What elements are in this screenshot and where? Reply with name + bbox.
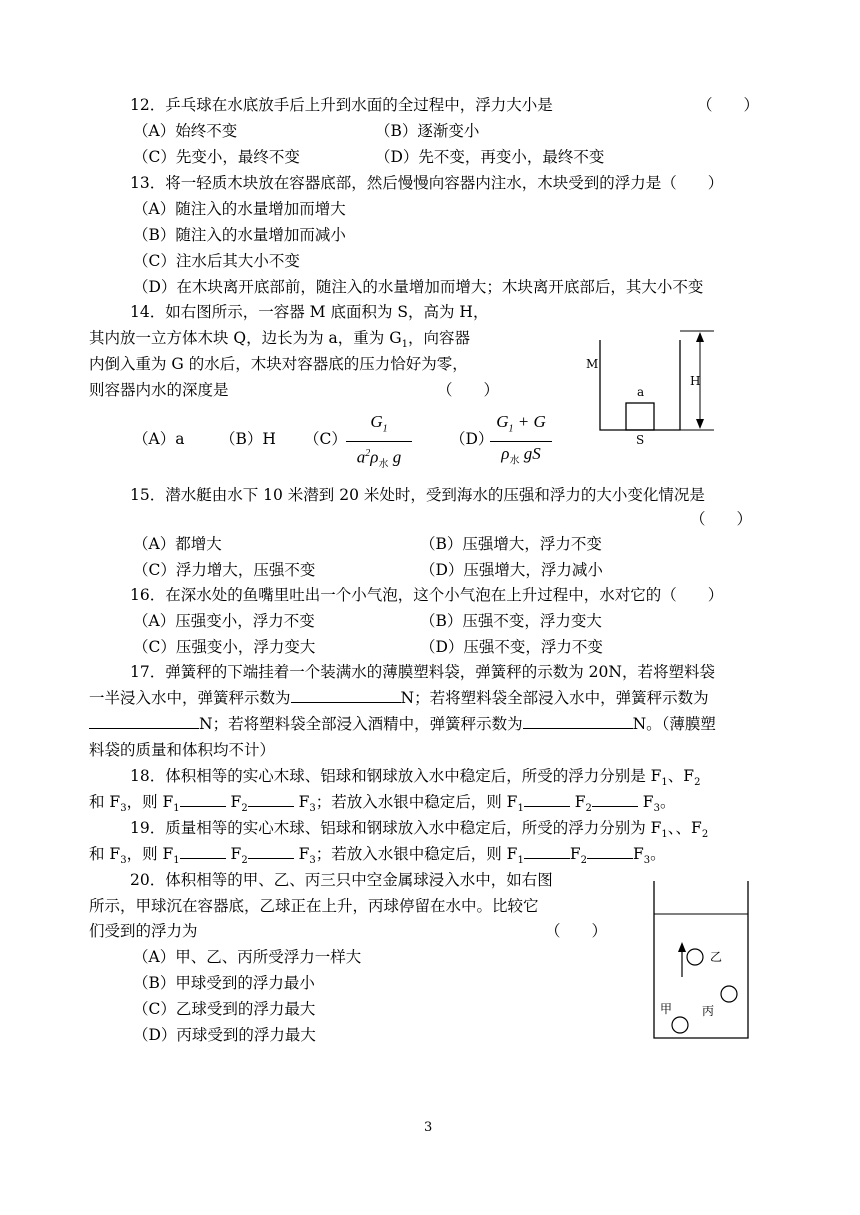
q16-option-d: （D）压强不变，浮力不变 — [420, 638, 603, 656]
q14-line-3: 内倒入重为 G 的水后，木块对容器底的压力恰好为零， — [89, 355, 468, 373]
q20-option-b: （B）甲球受到的浮力最小 — [133, 974, 315, 992]
q20-option-c: （C）乙球受到的浮力最大 — [133, 1000, 316, 1018]
q14-line-1: 14．如右图所示，一容器 M 底面积为 S，高为 H， — [130, 303, 489, 321]
q16-option-c: （C）压强变小，浮力变大 — [133, 638, 316, 656]
q14-option-c-fraction: $G_1$ $a^2\rho_水$ g — [346, 412, 412, 475]
q14-container-figure — [580, 322, 720, 448]
q15-answer-bracket: （ ） — [690, 510, 753, 528]
q14-option-d-fraction: $G_1 + G$ $\rho_水$ gS — [490, 412, 552, 472]
q14-option-b: （B）H — [220, 430, 276, 448]
rising-arrow-head — [678, 942, 686, 952]
q19-blank-1[interactable] — [180, 844, 226, 859]
q18-line-2: 和 $F_3$，则 $F_1$ $F_2$ $F_3$；若放入水银中稳定后，则 $F_1$ $F_2$ $F_3$。 — [89, 793, 676, 815]
q13-option-b: （B）随注入的水量增加而减小 — [133, 226, 346, 244]
q19-blank-4[interactable] — [587, 844, 633, 859]
q20-option-a: （A）甲、乙、丙所受浮力一样大 — [133, 948, 362, 966]
fig-label-bing: 丙 — [702, 1004, 715, 1018]
q15-option-a: （A）都增大 — [133, 535, 222, 553]
fig-label-s: S — [636, 433, 645, 447]
page-number: 3 — [424, 1120, 433, 1135]
q16-option-b: （B）压强不变，浮力变大 — [420, 612, 602, 630]
q18-line-1: 18．体积相等的实心木球、铝球和钢球放入水中稳定后，所受的浮力分别是 $F_1$、$F_2$ — [130, 767, 701, 789]
q18-blank-3[interactable] — [524, 792, 570, 807]
q19-blank-3[interactable] — [524, 844, 570, 859]
wood-block — [626, 403, 654, 430]
q14-option-d-label: （D） — [450, 430, 494, 448]
q19-line-2: 和 $F_3$，则 $F_1$ $F_2$ $F_3$；若放入水银中稳定后，则 $F_1$ $F_2$ $F_3$。 — [89, 845, 666, 867]
q14-answer-bracket: （ ） — [437, 381, 500, 399]
fig-label-m: M — [586, 357, 599, 371]
q17-blank-3[interactable] — [523, 714, 633, 729]
q13-option-a: （A）随注入的水量增加而增大 — [133, 200, 346, 218]
q20-beaker-figure — [650, 880, 752, 1040]
height-arrow-down — [696, 419, 704, 429]
q17-line-4: 料袋的质量和体积均不计） — [89, 741, 276, 759]
q17-line-3: N；若将塑料袋全部浸入酒精中，弹簧秤示数为 N。（薄膜塑 — [89, 714, 716, 734]
ball-bing — [721, 986, 737, 1002]
q15-option-b: （B）压强增大，浮力不变 — [420, 535, 602, 553]
q20-line-3: 们受到的浮力为 — [89, 922, 198, 940]
q15-option-c: （C）浮力增大，压强不变 — [133, 561, 316, 579]
q18-blank-4[interactable] — [592, 792, 638, 807]
q12-option-b: （B）逐渐变小 — [375, 122, 480, 140]
fig-label-a: a — [637, 385, 645, 399]
q19-blank-2[interactable] — [248, 844, 294, 859]
q12-option-a: （A）始终不变 — [133, 122, 238, 140]
height-arrow-up — [696, 332, 704, 342]
q15-option-d: （D）压强增大，浮力减小 — [420, 561, 603, 579]
q18-blank-2[interactable] — [248, 792, 294, 807]
q19-line-1: 19．质量相等的实心木球、铝球和钢球放入水中稳定后，所受的浮力分别为 $F_1$、、$F_2$ — [130, 819, 709, 841]
ball-jia — [672, 1017, 688, 1033]
ball-yi — [687, 949, 703, 965]
q15-stem: 15．潜水艇由水下 10 米潜到 20 米处时，受到海水的压强和浮力的大小变化情况是 — [130, 486, 705, 504]
q14-option-a: （A）a — [133, 430, 185, 448]
q20-option-d: （D）丙球受到的浮力最大 — [133, 1026, 316, 1044]
fig-label-jia: 甲 — [660, 1002, 673, 1016]
q12-option-d: （D）先不变，再变小，最终不变 — [375, 148, 605, 166]
q20-line-1: 20．体积相等的甲、乙、丙三只中空金属球浸入水中，如右图 — [130, 871, 553, 889]
q12-option-c: （C）先变小，最终不变 — [133, 148, 300, 166]
q14-option-c-label: （C） — [304, 430, 347, 448]
fig-label-yi: 乙 — [710, 950, 723, 964]
q17-line-2: 一半浸入水中，弹簧秤示数为 N；若将塑料袋全部浸入水中，弹簧秤示数为 — [89, 689, 709, 707]
q16-stem: 16．在深水处的鱼嘴里吐出一个小气泡，这个小气泡在上升过程中，水对它的（ ） — [130, 586, 724, 604]
q17-line-1: 17．弹簧秤的下端挂着一个装满水的薄膜塑料袋，弹簧秤的示数为 20N，若将塑料袋 — [130, 663, 715, 681]
q12-answer-bracket: （ ） — [697, 96, 760, 114]
q13-option-d: （D）在木块离开底部前，随注入的水量增加而增大；木块离开底部后，其大小不变 — [133, 278, 704, 296]
q17-blank-2[interactable] — [89, 714, 199, 729]
q18-blank-1[interactable] — [180, 792, 226, 807]
q14-line-4: 则容器内水的深度是 — [89, 381, 229, 399]
q17-blank-1[interactable] — [291, 688, 401, 703]
q20-line-2: 所示，甲球沉在容器底，乙球正在上升，丙球停留在水中。比较它 — [89, 897, 539, 915]
q13-stem: 13．将一轻质木块放在容器底部，然后慢慢向容器内注水，木块受到的浮力是（ ） — [130, 174, 724, 192]
q14-line-2: 其内放一立方体木块 Q，边长为为 a，重为 $G_1$，向容器 — [89, 329, 471, 351]
q12-stem: 12．乒乓球在水底放手后上升到水面的全过程中，浮力大小是 — [130, 96, 553, 114]
fig-label-h: H — [690, 374, 701, 388]
q20-answer-bracket: （ ） — [545, 922, 608, 940]
q16-option-a: （A）压强变小，浮力不变 — [133, 612, 315, 630]
q13-option-c: （C）注水后其大小不变 — [133, 252, 300, 270]
